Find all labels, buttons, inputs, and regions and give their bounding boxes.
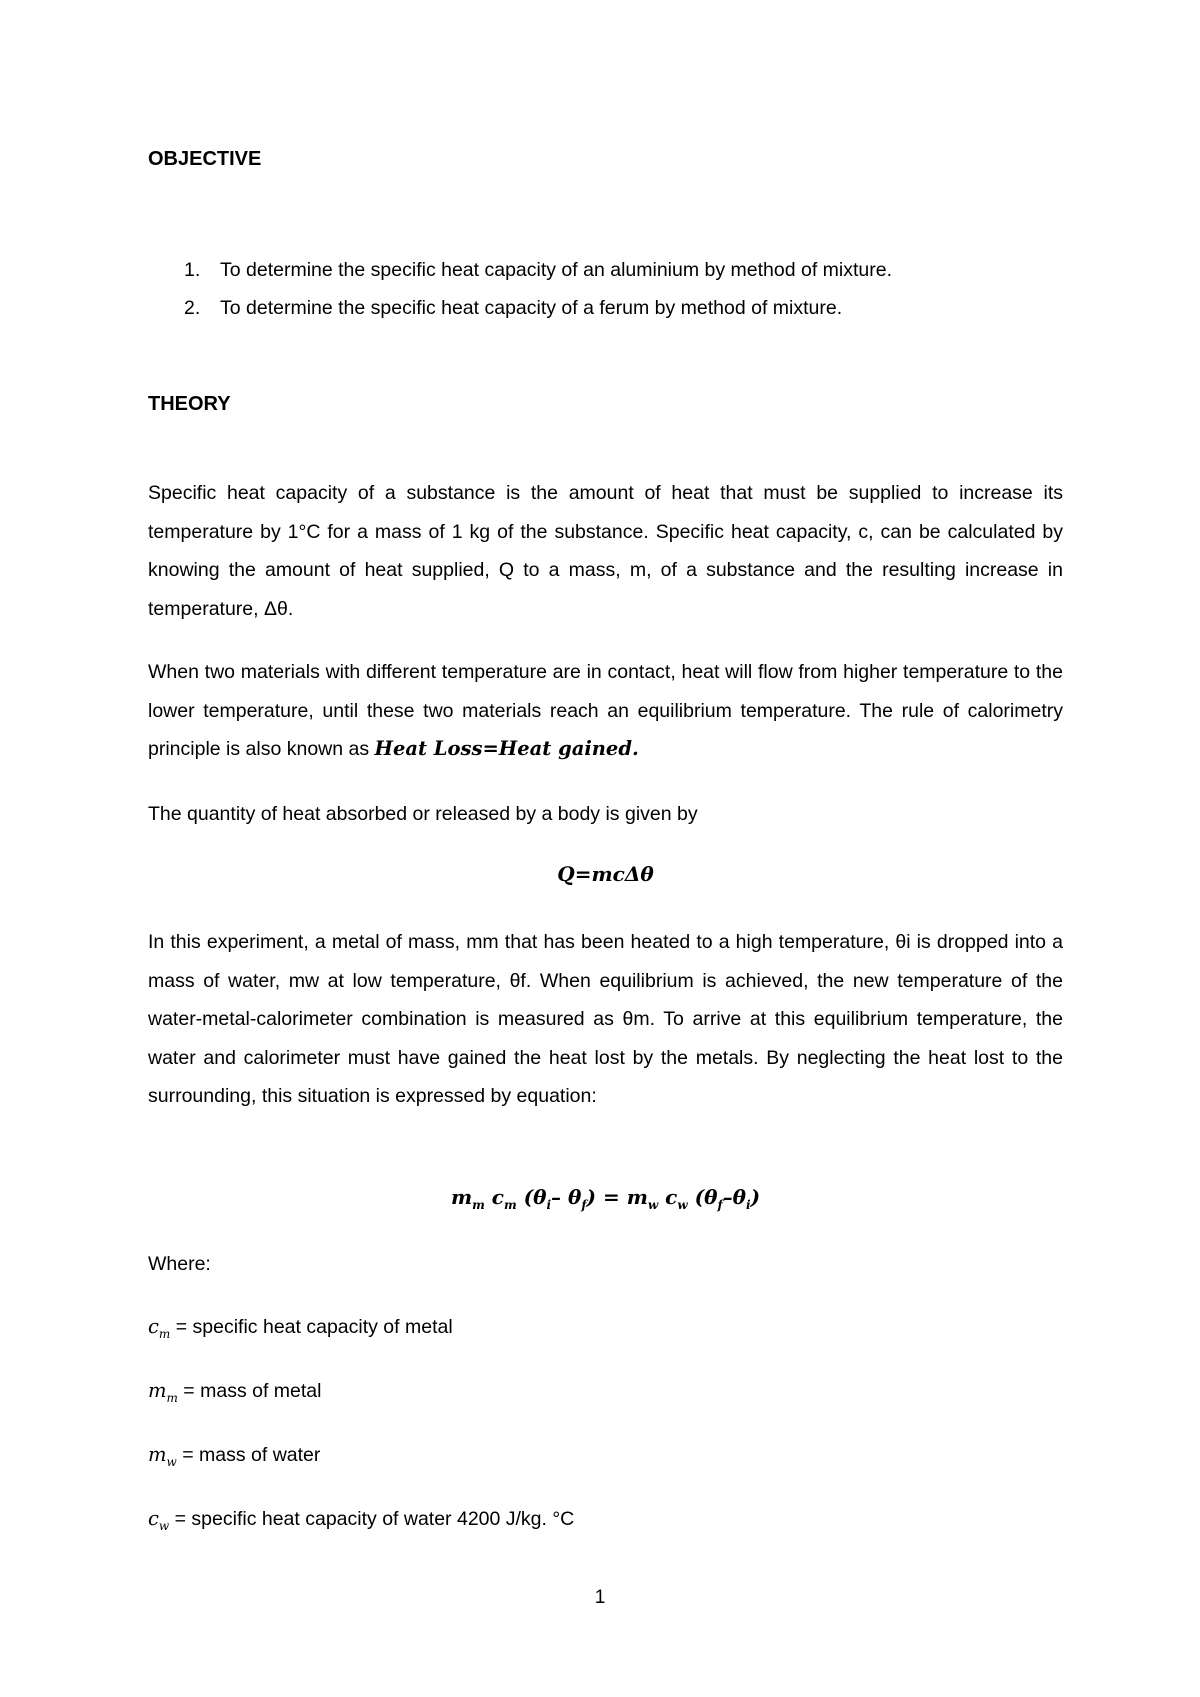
theory-paragraph-4: In this experiment, a metal of mass, mm that has been heated to a high temperature, θi is dropped into a mass of water, mw at low temperature, θf. When equilibrium is achieved, the new temperature of the water-metal-calorimeter combination is measured as θm. To arrive at this equilibrium temperature, the water and calorimeter must have gained the heat lost by the metals. By neglecting the heat lost to the surrounding, this situation is expressed by equation: bbox=[148, 931, 1063, 1107]
equation-q-mc-delta-theta: Q=mcΔθ bbox=[557, 862, 654, 886]
list-item-number: 2. bbox=[184, 297, 201, 319]
definition-symbol: $c_m$ bbox=[148, 1315, 171, 1341]
page-number: 1 bbox=[594, 1587, 606, 1608]
theory-paragraph-2 bbox=[148, 653, 1063, 769]
theory-paragraph-3: The quantity of heat absorbed or released by a body is given by bbox=[148, 803, 698, 825]
definition-symbol: $c_w$ bbox=[148, 1507, 170, 1533]
definition-text: = mass of metal bbox=[177, 1380, 322, 1402]
objective-list bbox=[148, 251, 892, 327]
list-item bbox=[148, 289, 892, 327]
definition-cw bbox=[148, 1500, 574, 1545]
definition-symbol: $m_w$ bbox=[148, 1443, 177, 1469]
heat-balance-rule: Heat Loss=Heat gained. bbox=[374, 737, 639, 760]
list-item-text: To determine the specific heat capacity of a ferum by method of mixture. bbox=[220, 297, 843, 319]
definition-cm bbox=[148, 1308, 453, 1353]
theory-heading: THEORY bbox=[148, 393, 231, 415]
definition-text: = mass of water bbox=[176, 1444, 321, 1466]
objective-heading: OBJECTIVE bbox=[148, 148, 262, 170]
definition-text: = specific heat capacity of metal bbox=[170, 1316, 453, 1338]
equation-heat-balance: $m_m$ $c_m$ ($\theta_i-$ $\theta_f) = m_w$ $c_w$ $(\theta_f-\theta_i)$ bbox=[450, 1185, 761, 1212]
definition-mm bbox=[148, 1372, 321, 1417]
definition-symbol: $m_m$ bbox=[148, 1379, 178, 1405]
list-item-number: 1. bbox=[184, 259, 201, 281]
definition-text: = specific heat capacity of water 4200 J/kg. °C bbox=[169, 1508, 575, 1530]
where-label: Where: bbox=[148, 1253, 211, 1275]
list-item-text: To determine the specific heat capacity of an aluminium by method of mixture. bbox=[220, 259, 892, 281]
theory-paragraph-1: Specific heat capacity of a substance is the amount of heat that must be supplied to increase its temperature by 1°C for a mass of 1 kg of the substance. Specific heat capacity, c, can be calculated by knowing the amount of heat supplied, Q to a mass, m, of a substance and the resulting increase in temperature, Δθ. bbox=[148, 482, 1063, 620]
theory-paragraph-2-text: When two materials with different temperature are in contact, heat will flow from higher temperature to the lower temperature, until these two materials reach an equilibrium temperature. The rule of calorimetry principle is also known as bbox=[148, 661, 1063, 760]
list-item bbox=[148, 251, 892, 289]
definition-mw bbox=[148, 1436, 320, 1481]
